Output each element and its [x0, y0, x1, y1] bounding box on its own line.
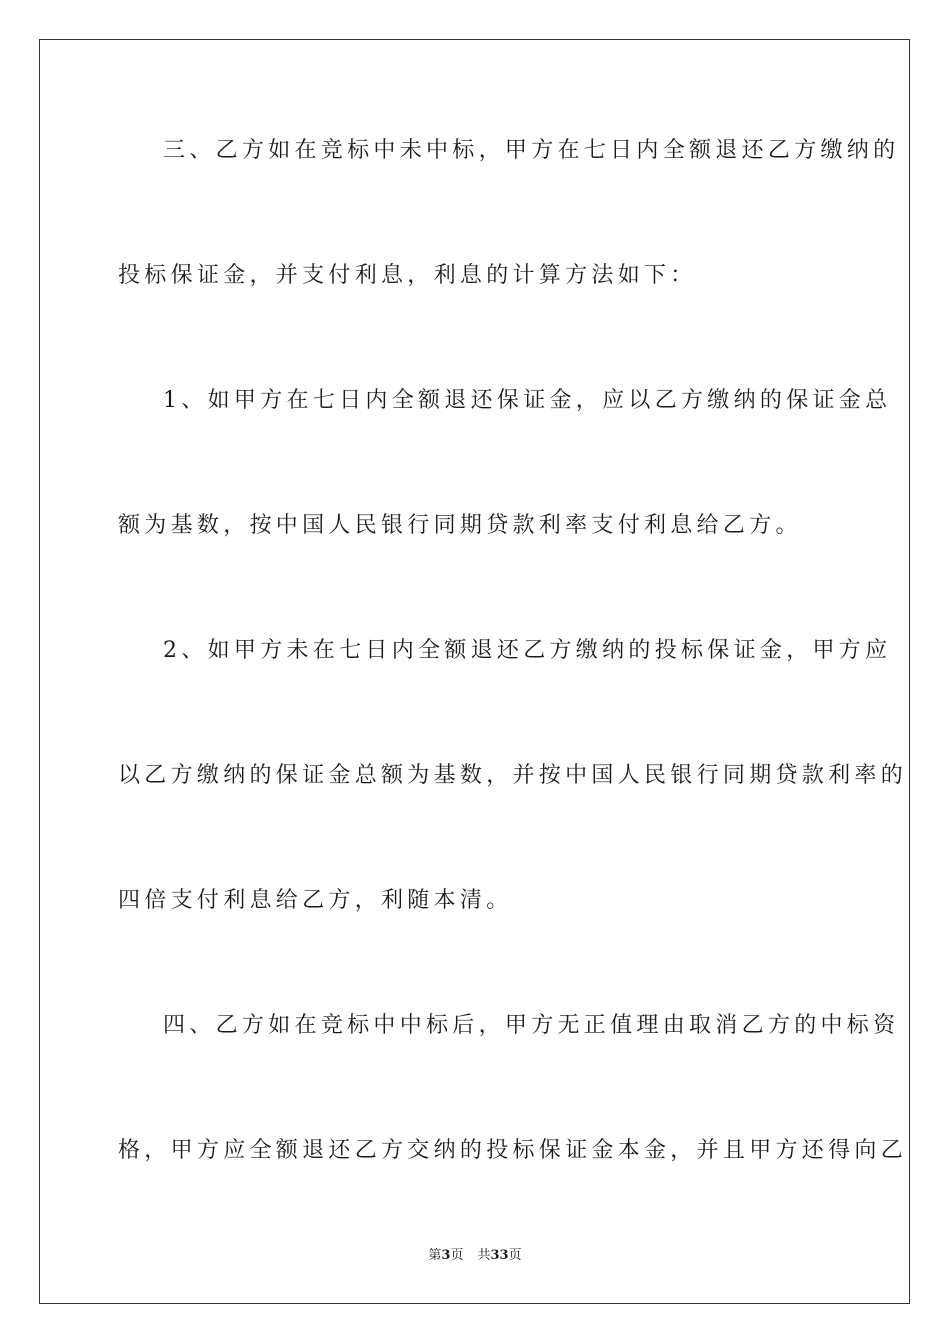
paragraph-line: 2、如甲方未在七日内全额退还乙方缴纳的投标保证金，甲方应	[163, 638, 892, 663]
paragraph-line: 投标保证金，并支付利息，利息的计算方法如下：	[118, 263, 697, 288]
paragraph-line: 四、乙方如在竞标中中标后，甲方无正值理由取消乙方的中标资	[163, 1013, 900, 1038]
paragraph-line: 额为基数，按中国人民银行同期贷款利率支付利息给乙方。	[118, 513, 802, 538]
page-number: 3	[441, 1248, 451, 1263]
total-pages-prefix: 共	[477, 1248, 491, 1263]
paragraph-line: 格，甲方应全额退还乙方交纳的投标保证金本金，并且甲方还得向乙	[118, 1138, 908, 1163]
page-border	[39, 39, 910, 1304]
page-footer	[0, 1247, 950, 1265]
paragraph-line: 四倍支付利息给乙方，利随本清。	[118, 888, 513, 913]
paragraph-line: 以乙方缴纳的保证金总额为基数，并按中国人民银行同期贷款利率的	[118, 763, 908, 788]
total-pages: 33	[490, 1248, 509, 1263]
page-number-prefix: 第	[428, 1248, 442, 1263]
page-number-suffix: 页	[450, 1248, 464, 1263]
paragraph-line: 1、如甲方在七日内全额退还保证金，应以乙方缴纳的保证金总	[163, 388, 892, 413]
paragraph-line: 三、乙方如在竞标中未中标，甲方在七日内全额退还乙方缴纳的	[163, 138, 900, 163]
total-pages-suffix: 页	[508, 1248, 522, 1263]
